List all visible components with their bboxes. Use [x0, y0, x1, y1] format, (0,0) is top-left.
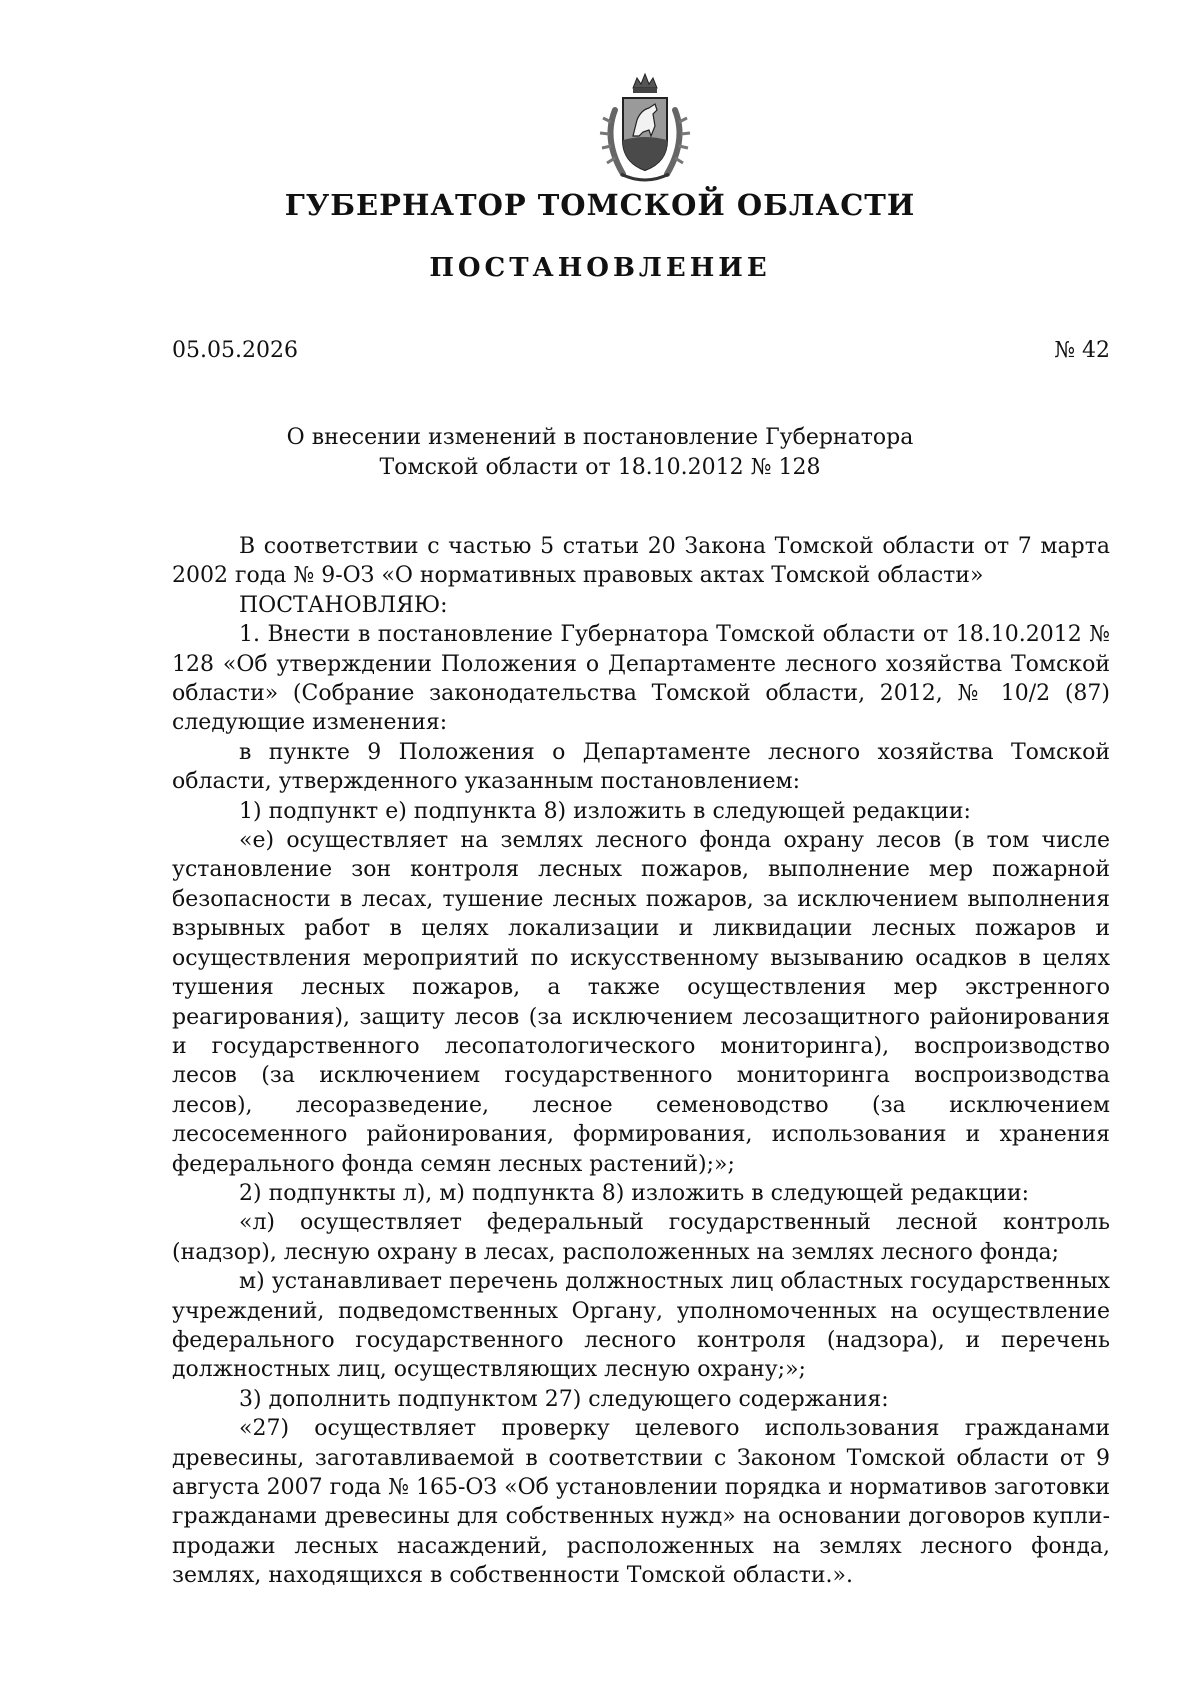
item-1-paragraph: 1. Внести в постановление Губернатора Томской области от 18.10.2012 № 128 «Об утверждении Положения о Департаменте лесного хозяйства Томской области» (Собрание законодательства Томской области, 2012, № 10/2 (87) следующие изменения: — [172, 622, 1110, 736]
document-date: 05.05.2026 — [172, 338, 298, 363]
document-subject — [0, 423, 1200, 483]
document-body — [172, 532, 1110, 1591]
amendment-3-text: «27) осуществляет проверку целевого использования гражданами древесины, заготавливаемой в соответствии с Законом Томской области от 9 августа 2007 года № 165-ОЗ «Об установлении порядка и нормативов заготовки гражданами древесины для собственных нужд» на основании договоров купли-продажи лесных насаждений, расположенных на землях лесного фонда, землях, находящихся в собственности Томской области.». — [172, 1416, 1110, 1589]
issuing-authority-title: ГУБЕРНАТОР ТОМСКОЙ ОБЛАСТИ — [284, 188, 916, 222]
amendment-2-intro: 2) подпункты л), м) подпункта 8) изложить в следующей редакции: — [239, 1180, 1030, 1206]
amendment-1-intro: 1) подпункт е) подпункта 8) изложить в следующей редакции: — [239, 798, 971, 824]
amendment-2-text-m: м) устанавливает перечень должностных лиц областных государственных учреждений, подведомственных Органу, уполномоченных на осуществление федерального государственного лесного контроля (надзора), и перечень должностных лиц, осуществляющих лесную охрану;»; — [172, 1269, 1110, 1383]
document-type-heading: ПОСТАНОВЛЕНИЕ — [429, 253, 771, 283]
amendment-2-text-l: «л) осуществляет федеральный государственный лесной контроль (надзор), лесную охрану в лесах, расположенных на землях лесного фонда; — [172, 1210, 1110, 1265]
amendment-3-intro: 3) дополнить подпунктом 27) следующего содержания: — [239, 1386, 889, 1412]
resolution-keyword: ПОСТАНОВЛЯЮ: — [239, 592, 448, 618]
amendment-1-text: «е) осуществляет на землях лесного фонда охрану лесов (в том числе установление зон контроля лесных пожаров, выполнение мер пожарной безопасности в лесах, тушение лесных пожаров, за исключением выполнения взрывных работ в целях локализации и ликвидации лесных пожаров и осуществления мероприятий по искусственному вызыванию осадков в целях тушения лесных пожаров, а также осуществления мер экстренного реагирования), защиту лесов (за исключением лесозащитного районирования и государственного лесопатологического мониторинга), воспроизводство лесов (за исключением государственного мониторинга воспроизводства лесов), лесоразведение, лесное семеноводство (за исключением лесосеменного районирования, формирования, использования и хранения федерального фонда семян лесных растений);»; — [172, 828, 1110, 1177]
document-number: № 42 — [1054, 338, 1110, 363]
coat-of-arms-emblem — [585, 70, 705, 190]
point-9-intro-paragraph: в пункте 9 Положения о Департаменте лесного хозяйства Томской области, утвержденного указанным постановлением: — [172, 739, 1110, 795]
preamble-paragraph: В соответствии с частью 5 статьи 20 Закона Томской области от 7 марта 2002 года № 9-ОЗ «О нормативных правовых актах Томской области» — [172, 534, 1110, 589]
subject-line-1: О внесении изменений в постановление Губернатора — [286, 425, 914, 450]
subject-line-2: Томской области от 18.10.2012 № 128 — [379, 455, 821, 480]
